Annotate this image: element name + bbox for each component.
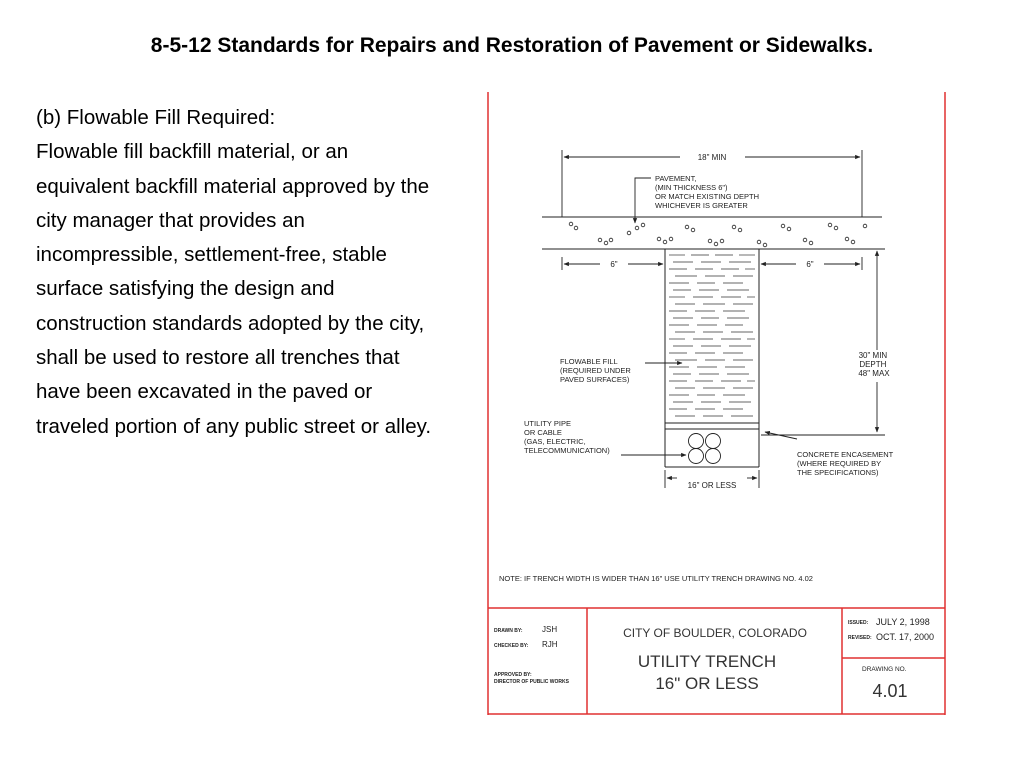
utility-pipe-label-2: OR CABLE bbox=[524, 428, 562, 437]
drawing-no-label: DRAWING NO. bbox=[862, 666, 907, 673]
right-offset-label: 6" bbox=[806, 260, 814, 269]
flowable-fill-hatch bbox=[669, 255, 755, 416]
pavement-leader bbox=[635, 178, 651, 223]
flowable-fill-label-2: (REQUIRED UNDER bbox=[560, 366, 631, 375]
issued-value: JULY 2, 1998 bbox=[876, 617, 930, 627]
drawing-no-value: 4.01 bbox=[872, 681, 908, 701]
pavement-layer bbox=[542, 217, 882, 249]
concrete-encasement bbox=[665, 423, 759, 429]
concrete-label-2: (WHERE REQUIRED BY bbox=[797, 459, 882, 468]
revised-label: REVISED: bbox=[848, 635, 872, 641]
pavement-label-1: PAVEMENT, bbox=[655, 174, 697, 183]
drawn-by-label: DRAWN BY: bbox=[494, 628, 523, 634]
drawing-note: NOTE: IF TRENCH WIDTH IS WIDER THAN 16" USE UTILITY TRENCH DRAWING NO. 4.02 bbox=[499, 574, 813, 583]
issued-label: ISSUED: bbox=[848, 620, 869, 626]
approved-label-2: DIRECTOR OF PUBLIC WORKS bbox=[494, 679, 569, 685]
pavement-label bbox=[655, 174, 761, 210]
engineering-drawing bbox=[487, 92, 947, 716]
drawn-by-value: JSH bbox=[542, 625, 558, 634]
drawing-title-line1: UTILITY TRENCH bbox=[637, 652, 777, 671]
organization-name: CITY OF BOULDER, COLORADO bbox=[623, 626, 807, 640]
offset-dimensions bbox=[562, 257, 862, 270]
utility-pipe-label-1: UTILITY PIPE bbox=[524, 419, 571, 428]
utility-pipe-label bbox=[524, 419, 610, 455]
trench-outline bbox=[665, 249, 759, 467]
concrete-label-3: THE SPECIFICATIONS) bbox=[797, 468, 879, 477]
utility-pipes bbox=[689, 434, 721, 464]
depth-label-2: DEPTH bbox=[859, 360, 887, 369]
left-offset-label: 6" bbox=[610, 260, 618, 269]
concrete-label bbox=[797, 450, 895, 477]
depth-dimension bbox=[761, 249, 885, 435]
depth-label bbox=[858, 351, 890, 378]
top-width-label: 18" MIN bbox=[697, 153, 727, 162]
flowable-fill-label-3: PAVED SURFACES) bbox=[560, 375, 630, 384]
bottom-width-label: 16" OR LESS bbox=[687, 481, 737, 490]
utility-pipe-label-4: TELECOMMUNICATION) bbox=[524, 446, 610, 455]
utility-pipe-label-3: (GAS, ELECTRIC, bbox=[524, 437, 586, 446]
checked-by-value: RJH bbox=[542, 640, 558, 649]
depth-label-3: 48" MAX bbox=[858, 369, 890, 378]
concrete-leader bbox=[765, 432, 797, 439]
flowable-fill-label bbox=[560, 357, 633, 384]
pavement-label-3: OR MATCH EXISTING DEPTH bbox=[655, 192, 760, 201]
drawing-title-line2: 16" OR LESS bbox=[655, 674, 759, 693]
concrete-label-1: CONCRETE ENCASEMENT bbox=[797, 450, 894, 459]
revised-value: OCT. 17, 2000 bbox=[876, 632, 935, 642]
pavement-aggregate bbox=[569, 222, 867, 247]
slide-title: 8-5-12 Standards for Repairs and Restoration of Pavement or Sidewalks. bbox=[150, 34, 874, 57]
depth-label-1: 30" MIN bbox=[858, 351, 888, 360]
body-text bbox=[36, 101, 446, 444]
section-paragraph: Flowable fill backfill material, or an equivalent backfill material approved by the city manager that provides an incompressible, settlement-free, stable surface satisfying the design and construction standards adopted by the city, shall be used to restore all trenches that have been excavated in the paved or traveled portion of any public street or alley. bbox=[36, 140, 432, 438]
approved-label-1: APPROVED BY: bbox=[494, 672, 532, 678]
checked-by-label: CHECKED BY: bbox=[494, 643, 529, 649]
drawing-svg bbox=[487, 92, 947, 716]
flowable-fill-label-1: FLOWABLE FILL bbox=[560, 357, 618, 366]
section-heading: (b) Flowable Fill Required: bbox=[36, 106, 276, 129]
pavement-label-4: WHICHEVER IS GREATER bbox=[655, 201, 748, 210]
pavement-label-2: (MIN THICKNESS 6") bbox=[655, 183, 728, 192]
